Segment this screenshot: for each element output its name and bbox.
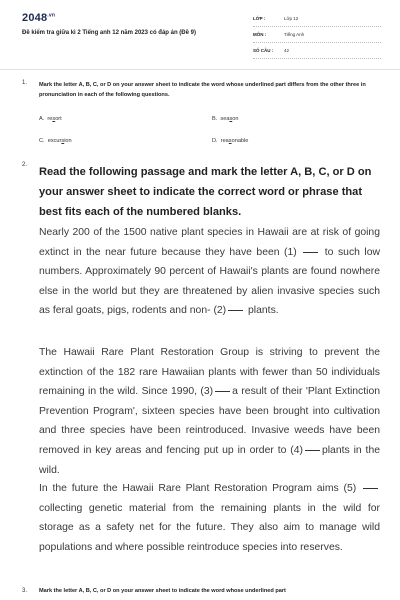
question-instruction: Mark the letter A, B, C, or D on your answer sheet to indicate the word whose underlined part (39, 588, 286, 594)
blank-4 (305, 450, 320, 451)
meta-class-row (253, 13, 381, 27)
meta-subject-row (253, 29, 381, 43)
passage-paragraph-1: Nearly 200 of the 1500 native plant species in Hawaii are at risk of going extinct in the near future because they have been (1) to such low numbers. Approximately 90 percent of Hawaii's plants are found nowhere else in the world but they are threatened by alien invasive species such as feral goats, pigs, rodents and non- (2) plants. (39, 227, 381, 317)
passage-paragraph-3: In the future the Hawaii Rare Plant Restoration Program aims (5) collecting genetic material from the remaining plants in the wild for storage as a safety net for the future. They also aim to manage wild populations and where possible reintroduce species into reserves. (39, 483, 380, 553)
question-instruction: Read the following passage and mark the letter A, B, C, or D on your answer sheet to indicate the correct word or phrase that best fits each of the numbered blanks. (39, 166, 372, 218)
meta-value: 42 (284, 48, 290, 53)
blank-1 (303, 252, 318, 253)
header-divider (0, 69, 400, 70)
meta-value: Lớp 12 (284, 16, 299, 21)
meta-label: MÔN : (253, 32, 267, 37)
question-number: 2. (22, 162, 28, 168)
blank-2 (228, 310, 243, 311)
question-number: 1. (22, 80, 28, 86)
meta-count-row (253, 45, 381, 59)
question-instruction: Mark the letter A, B, C, or D on your answer sheet to indicate the word whose underlined part differs from the other three in pronunciation in each of the following questions. (39, 82, 366, 98)
passage-paragraph-2: The Hawaii Rare Plant Restoration Group is striving to prevent the extinction of the 182 rare Hawaiian plants with fewer than 50 individuals remaining in the wild. Since 1990, (3) a result of their 'Plant Extinction Prevention Program', sixteen species have been brought into cultivation and three species have been reintroduced. Invasive weeds have been removed in key areas and fencing put up in order to (4) plants in the wild. (39, 347, 380, 476)
meta-label: LỚP : (253, 16, 266, 21)
blank-5 (363, 488, 378, 489)
option-b[interactable]: B. season (212, 116, 239, 122)
meta-value: Tiếng Anh (284, 32, 305, 37)
document-header (0, 0, 400, 70)
exam-meta (253, 13, 381, 61)
site-logo[interactable]: $2048^{.vn}$ (22, 12, 56, 24)
option-c[interactable]: C. excursion (39, 138, 72, 144)
blank-3 (215, 391, 230, 392)
option-a[interactable]: A. resort (39, 116, 62, 122)
meta-label: SỐ CÂU : (253, 48, 274, 53)
question-number: 3. (22, 588, 28, 594)
page-title: Đề kiểm tra giữa kì 2 Tiếng anh 12 năm 2023 có đáp án (Đề 9) (22, 30, 196, 36)
option-d[interactable]: D. reasonable (212, 138, 249, 144)
